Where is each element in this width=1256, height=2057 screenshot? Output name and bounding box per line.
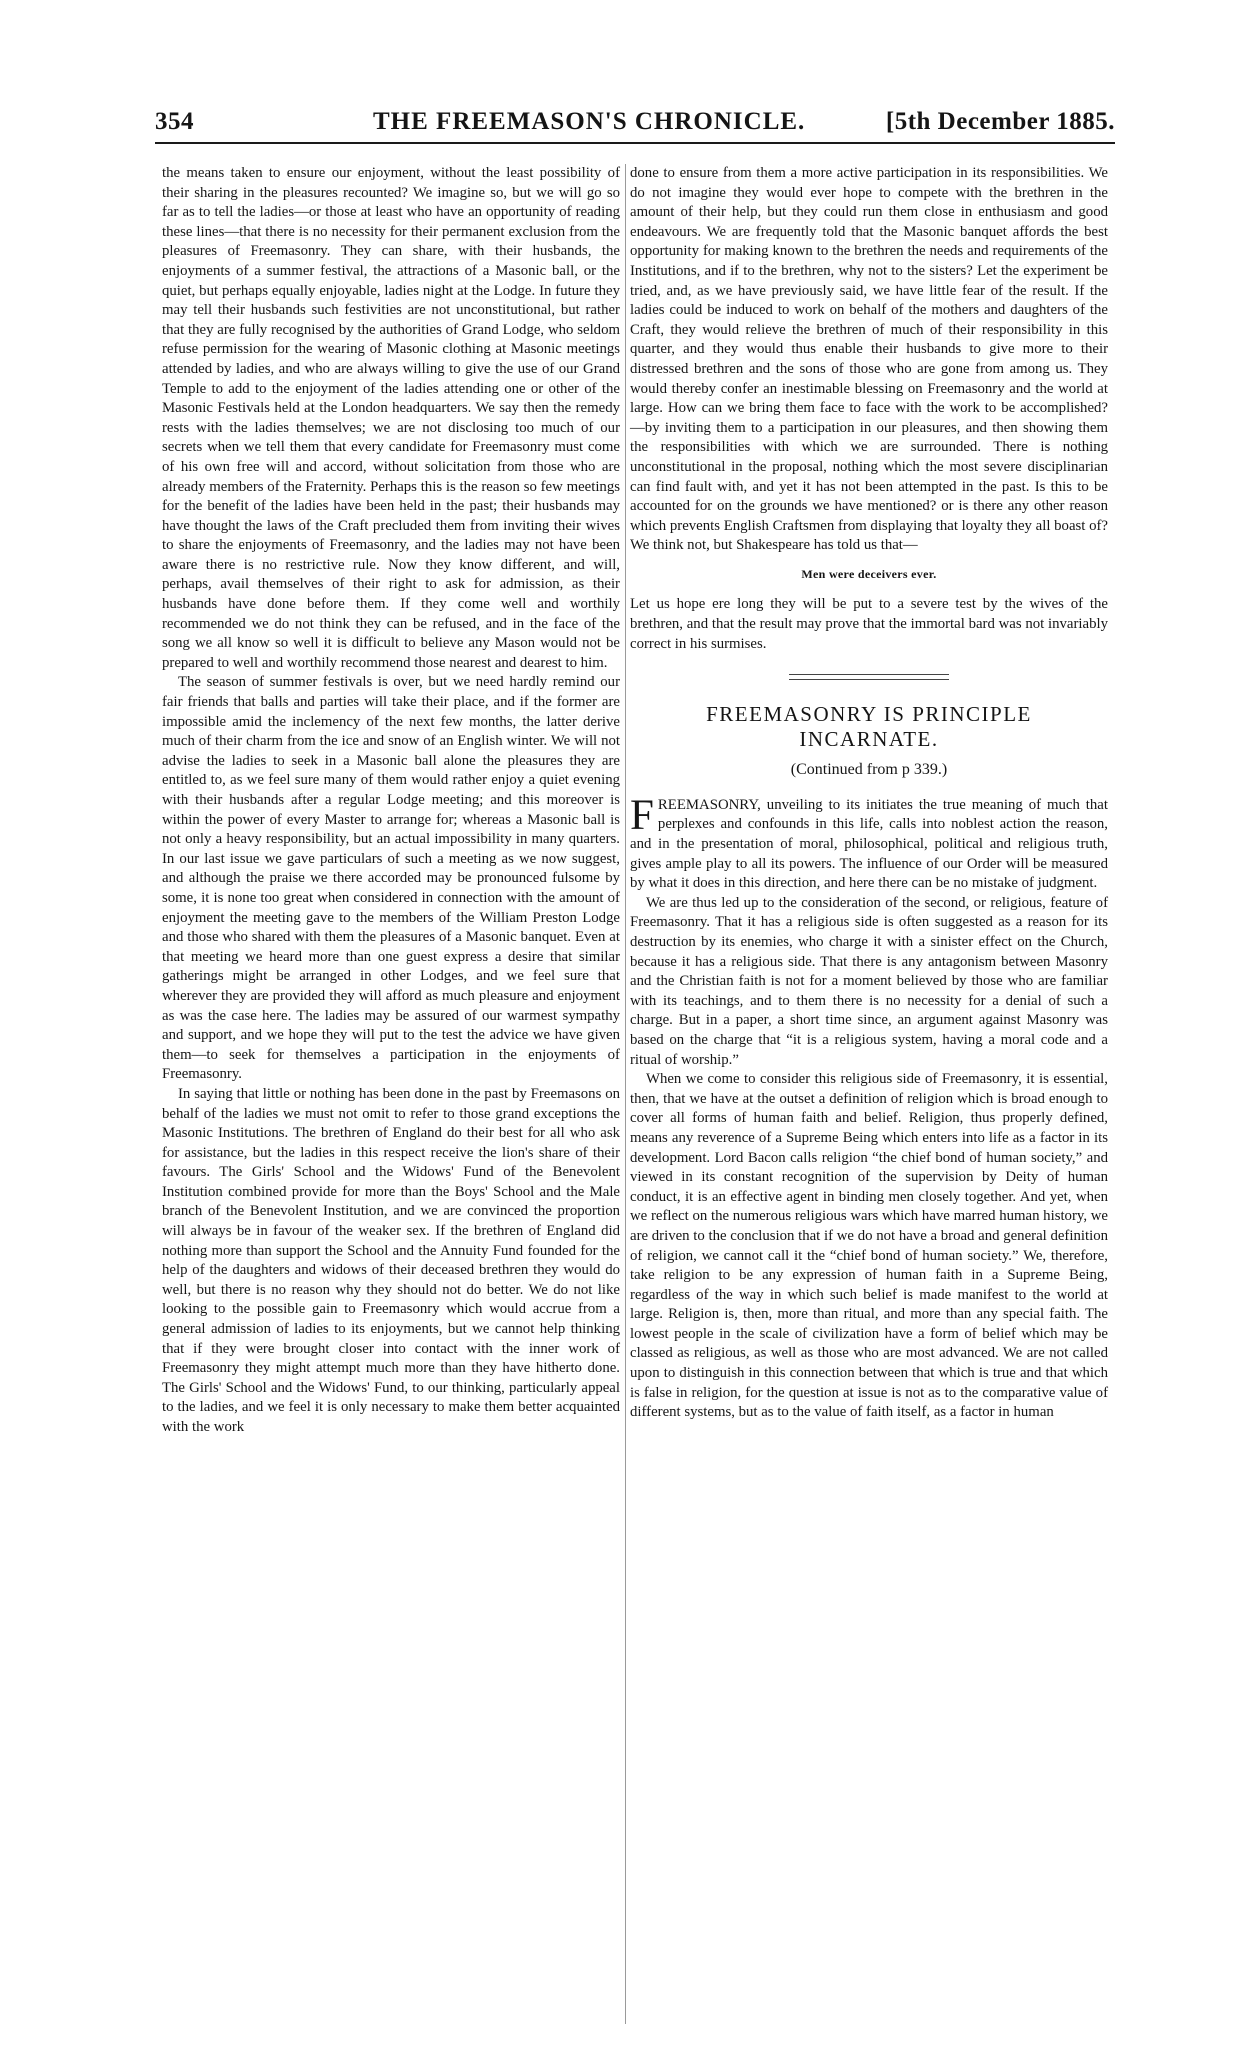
shakespeare-quote: Men were deceivers ever. — [801, 566, 937, 581]
article-paragraph: the means taken to ensure our enjoyment, without the least possibility of their sharing in the pleasures recounted? We imagine so, but we will go so far as to tell the ladies—or those at least who have an opportunity of reading these lines—that there is no necessity for their permanent exclusion from the pleasures of Freemasonry. They can share, with their husbands, the enjoyments of a summer festival, the attractions of a Masonic ball, or the quiet, but perhaps equally enjoyable, ladies night at the Lodge. In future they may tell their husbands such festivities are not unconstitutional, but rather that they are fully recognised by the authorities of Grand Lodge, who seldom refuse permission for the wearing of Masonic clothing at Masonic meetings attended by ladies, and who are always willing to give the use of our Grand Temple to add to the enjoyment of the ladies attending one or other of the Masonic Festivals held at the London headquarters. We say then the remedy rests with the ladies themselves; we are not disclosing too much of our secrets when we tell them that every candidate for Freemasonry must come of his own free will and accord, without solicitation from those who are already members of the Fraternity. Perhaps this is the reason so few meetings for the benefit of the ladies have been held in the past; their husbands may have thought the laws of the Craft precluded them from inviting their wives to share the enjoyments of Freemasonry, and the ladies may not have been aware there is no restrictive rule. Now they know different, and will, perhaps, avail themselves of their right to ask for admission, as their husbands have done before them. If they come well and worthily recommended we do not think they can be refused, and in the face of the song we all know so well it is difficult to believe any Mason would not be prepared to well and worthily recommend those nearest and dearest to him. — [162, 165, 620, 671]
left-column — [162, 164, 620, 1438]
article-paragraph: The season of summer festivals is over, but we need hardly remind our fair friends that balls and parties will take their place, and if the former are impossible amid the inclemency of the next few months, the latter derive much of their charm from the ice and snow of an English winter. We will not advise the ladies to seek in a Masonic ball alone the pleasures they are entitled to, as we feel sure many of them would rather enjoy a quiet evening with their husbands after a regular Lodge meeting; and this moreover is within the power of every Master to arrange for; whereas a Masonic ball is not only a heavy responsibility, but an actual impossibility in many quarters. In our last issue we gave particulars of such a meeting as we now suggest, and although the praise we there accorded may be pronounced fulsome by some, it is none too great when considered in connection with the amount of enjoyment the meeting gave to the members of the William Preston Lodge and those who shared with them the pleasures of a Masonic banquet. Even at that meeting we heard more than one guest express a desire that similar gatherings might be arranged in other Lodges, and we feel sure that wherever they are provided they will afford as much pleasure and enjoyment as was the case here. The ladies may be assured of our warmest sympathy and support, and we hope they will put to the test the advice we have given them—to seek for themselves a participation in the enjoyments of Freemasonry. — [162, 674, 620, 1083]
issue-date: [5th December 1885. — [885, 108, 1115, 135]
article-paragraph — [630, 791, 1108, 894]
article-paragraph: When we come to consider this religious side of Freemasonry, it is essential, then, that we have at the outset a definition of religion which is broad enough to cover all forms of human faith and belief. Religion, thus properly defined, means any reverence of a Supreme Being which enters into life as a factor in its development. Lord Bacon calls religion “the chief bond of human society,” and viewed in its constant recognition of the supervision by Deity of human conduct, it is an effective agent in binding men closely together. And yet, when we reflect on the numerous religious wars which have marred human history, we are driven to the conclusion that if we do not have a broad and general definition of religion, we cannot call it the “chief bond of human society.” We, therefore, take religion to be any expression of human faith in a Supreme Being, regardless of the way in which such belief is made manifest to the world at large. Religion is, then, more than ritual, and more than any special faith. The lowest people in the scale of civilization have a form of belief which may be classed as religious, as well as those who are most advanced. We are not called upon to distinguish in this connection between that which is true and that which is false in religion, for the question at issue is not as to the comparative value of different systems, but as to the value of faith itself, as a factor in human — [630, 1071, 1108, 1421]
column-divider — [625, 164, 626, 2024]
first-paragraph-text: REEMASONRY, unveiling to its initiates the true meaning of much that perplexes and confounds in this life, calls into noblest action the reason, and in the presentation of moral, philosophical, political and religious truth, gives ample play to all its powers. The influence of our Order will be measured by what it does in this direction, and here there can be no mistake of judgment. — [630, 796, 1108, 892]
article-subtitle: (Continued from p 339.) — [790, 761, 948, 779]
masthead — [155, 104, 1115, 144]
section-divider — [789, 674, 949, 680]
article-paragraph: In saying that little or nothing has been done in the past by Freemasons on behalf of the ladies we must not omit to refer to those grand exceptions the Masonic Institutions. The brethren of England do their best for all who ask for assistance, but the ladies in this respect receive the lion's share of their favours. The Girls' School and the Widows' Fund of the Benevolent Institution combined provide for more than the Boys' School and the Male branch of the Benevolent Institution, and we are convinced the proportion will always be in favour of the weaker sex. If the brethren of England did nothing more than support the School and the Annuity Fund founded for the help of the daughters and widows of their deceased brethren they would do well, but there is no reason why they should not do better. We do not like looking to the possible gain to Freemasonry which would accrue from a general admission of ladies to its enjoyments, but we cannot help thinking that if they were brought closer into contact with the inner work of Freemasonry they might attempt much more than they have hitherto done. The Girls' School and the Widows' Fund, to our thinking, particularly appeal to the ladies, and we feel it is only necessary to make them better acquainted with the work — [162, 1085, 620, 1435]
drop-cap: F — [630, 791, 654, 839]
article-paragraph: We are thus led up to the consideration of the second, or religious, feature of Freemasonry. That it has a religious side is often suggested as a reason for its destruction by its enemies, who charge it with a sinister effect on the Church, because it has a religious side. That there is any antagonism between Masonry and the Christian faith is not for a moment believed by those who are familiar with its teachings, and to them there is no necessity for a denial of such a charge. But in a paper, a short time since, an argument against Masonry was based on the charge that “it is a religious system, having a moral code and a ritual of worship.” — [630, 894, 1108, 1068]
journal-title: THE FREEMASON'S CHRONICLE. — [373, 108, 806, 135]
article-title — [630, 702, 1108, 752]
article-title-line-2: INCARNATE. — [799, 727, 939, 752]
article-title-line-1: FREEMASONRY IS PRINCIPLE — [706, 702, 1032, 727]
right-column — [630, 164, 1108, 1423]
page-number: 354 — [155, 108, 194, 135]
article-paragraph: Let us hope ere long they will be put to a severe test by the wives of the brethren, and that the result may prove that the immortal bard was not invariably correct in his surmises. — [630, 596, 1108, 652]
article-paragraph: done to ensure from them a more active participation in its responsibilities. We do not imagine they would ever hope to compete with the brethren in the amount of their help, but they could run them close in enthusiasm and good endeavours. We are frequently told that the Masonic banquet affords the best opportunity for making known to the brethren the needs and requirements of the Institutions, and if to the brethren, why not to the sisters? Let the experiment be tried, and, as we have previously said, we have little fear of the result. If the ladies could be induced to work on behalf of the mothers and daughters of the Craft, they would relieve the brethren of much of their responsibility in this quarter, and they would thus enable their husbands to give more to their distressed brethren and the sons of those who are gone from among us. They would thereby confer an inestimable blessing on Freemasonry and the world at large. How can we bring them face to face with the work to be accomplished? —by inviting them to a participation in our pleasures, and then showing them the responsibilities with which we are surrounded. There is nothing unconstitutional in the proposal, nothing which the most severe disciplinarian can find fault with, and yet it has not been attempted in the past. Is this to be accounted for on the grounds we have mentioned? or is there any other reason which prevents English Craftsmen from displaying that loyalty they all boast of? We think not, but Shakespeare has told us that— — [630, 165, 1108, 554]
